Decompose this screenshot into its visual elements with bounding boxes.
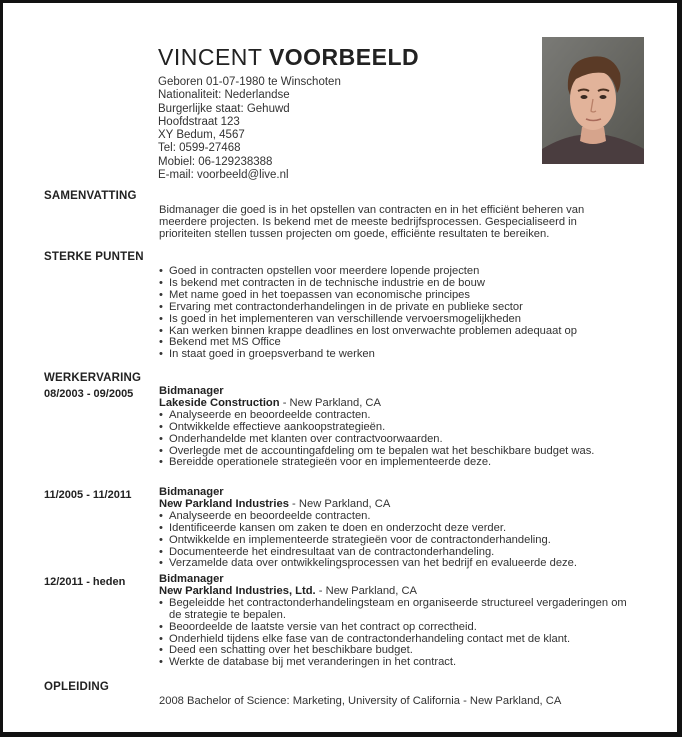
list-item: • Bekend met MS Office bbox=[159, 337, 629, 349]
job-duties bbox=[159, 410, 629, 470]
list-item: • Bereidde operationele strategieën voor en implementeerde deze. bbox=[159, 457, 629, 469]
list-item: • Goed in contracten opstellen voor meerdere lopende projecten bbox=[159, 266, 629, 278]
contact-info bbox=[158, 76, 341, 182]
contact-phone: Tel: 0599-27468 bbox=[158, 142, 241, 155]
list-item: • Kan werken binnen krappe deadlines en lost onverwachte problemen adequaat op bbox=[159, 326, 629, 338]
company-name: New Parkland Industries, Ltd. bbox=[159, 584, 316, 597]
strengths-list bbox=[159, 266, 629, 361]
contact-email: E-mail: voorbeeld@live.nl bbox=[158, 169, 289, 182]
company-location: - New Parkland, CA bbox=[315, 584, 418, 597]
job-entry bbox=[159, 487, 629, 570]
strengths-section bbox=[159, 266, 629, 361]
job-dates: 11/2005 - 11/2011 bbox=[44, 489, 132, 501]
job-entry bbox=[159, 386, 629, 469]
job-duties bbox=[159, 511, 629, 571]
list-item: • Werkte de database bij met veranderingen in het contract. bbox=[159, 657, 629, 669]
list-item: • In staat goed in groepsverband te werken bbox=[159, 349, 629, 361]
candidate-name bbox=[158, 44, 419, 71]
section-title-werkervaring: WERKERVARING bbox=[44, 372, 142, 384]
company-location: - New Parkland, CA bbox=[288, 497, 391, 510]
company-name: New Parkland Industries bbox=[159, 497, 289, 510]
job-title: Bidmanager bbox=[159, 573, 224, 585]
list-item: • Onderhandelde met klanten over contractvoorwaarden. bbox=[159, 434, 629, 446]
list-item: • Begeleidde het contractonderhandelingsteam en organiseerde structureel vergaderingen om de strategie te bepalen. bbox=[159, 598, 629, 622]
profile-photo bbox=[542, 37, 644, 164]
list-item: • Ontwikkelde effectieve aankoopstrategieën. bbox=[159, 422, 629, 434]
company-name: Lakeside Construction bbox=[159, 396, 280, 409]
section-title-samenvatting: SAMENVATTING bbox=[44, 190, 137, 202]
portrait-illustration bbox=[542, 37, 644, 164]
list-item: • Documenteerde het eindresultaat van de contractonderhandeling. bbox=[159, 547, 629, 559]
job-title: Bidmanager bbox=[159, 385, 224, 397]
list-item: • Beoordeelde de laatste versie van het contract op correctheid. bbox=[159, 622, 629, 634]
list-item: • Overlegde met de accountingafdeling om te bepalen wat het beschikbare budget was. bbox=[159, 446, 629, 458]
contact-birth: Geboren 01-07-1980 te Winschoten bbox=[158, 76, 341, 88]
contact-street: Hoofdstraat 123 bbox=[158, 115, 240, 128]
company-location: - New Parkland, CA bbox=[279, 396, 381, 409]
first-name: VINCENT bbox=[158, 44, 263, 70]
list-item: • Is goed in het implementeren van verschillende vervoersmogelijkheden bbox=[159, 314, 629, 326]
contact-marital-status: Burgerlijke staat: Gehuwd bbox=[158, 102, 290, 115]
summary-section bbox=[159, 205, 629, 241]
job-title: Bidmanager bbox=[159, 486, 224, 498]
list-item: • Deed een schatting over het beschikbare budget. bbox=[159, 645, 629, 657]
list-item: • Onderhield tijdens elke fase van de contractonderhandeling contact met de klant. bbox=[159, 634, 629, 646]
job-dates: 12/2011 - heden bbox=[44, 576, 126, 588]
contact-city: XY Bedum, 4567 bbox=[158, 129, 245, 142]
contact-nationality: Nationaliteit: Nederlandse bbox=[158, 89, 290, 102]
list-item: • Analyseerde en beoordeelde contracten. bbox=[159, 511, 629, 523]
list-item: • Analyseerde en beoordeelde contracten. bbox=[159, 410, 629, 422]
list-item: • Is bekend met contracten in de technische industrie en de bouw bbox=[159, 278, 629, 290]
job-duties bbox=[159, 598, 629, 669]
education-entry: 2008 Bachelor of Science: Marketing, University of California - New Parkland, CA bbox=[159, 695, 562, 707]
list-item: • Ervaring met contractonderhandelingen in de private en publieke sector bbox=[159, 302, 629, 314]
list-item: • Verzamelde data over ontwikkelingsprocessen van het bedrijf en evalueerde deze. bbox=[159, 558, 629, 570]
section-title-sterke-punten: STERKE PUNTEN bbox=[44, 251, 144, 263]
list-item: • Identificeerde kansen om zaken te doen en onderzocht deze verder. bbox=[159, 523, 629, 535]
contact-mobile: Mobiel: 06-129238388 bbox=[158, 155, 273, 168]
job-dates: 08/2003 - 09/2005 bbox=[44, 388, 134, 400]
last-name: VOORBEELD bbox=[268, 44, 420, 70]
list-item: • Ontwikkelde en implementeerde strategieën voor de contractonderhandeling. bbox=[159, 535, 629, 547]
education-section bbox=[159, 696, 629, 708]
summary-text: Bidmanager die goed is in het opstellen van contracten en in het efficiënt beheren van meerdere projecten. Is bekend met de meeste bedrijfsprocessen. Gespecialiseerd in prioriteiten stellen tussen projecten om goede, efficiënte resultaten te bereiken. bbox=[159, 204, 585, 240]
section-title-opleiding: OPLEIDING bbox=[44, 681, 110, 693]
list-item: • Met name goed in het toepassen van economische principes bbox=[159, 290, 629, 302]
job-entry bbox=[159, 574, 629, 669]
